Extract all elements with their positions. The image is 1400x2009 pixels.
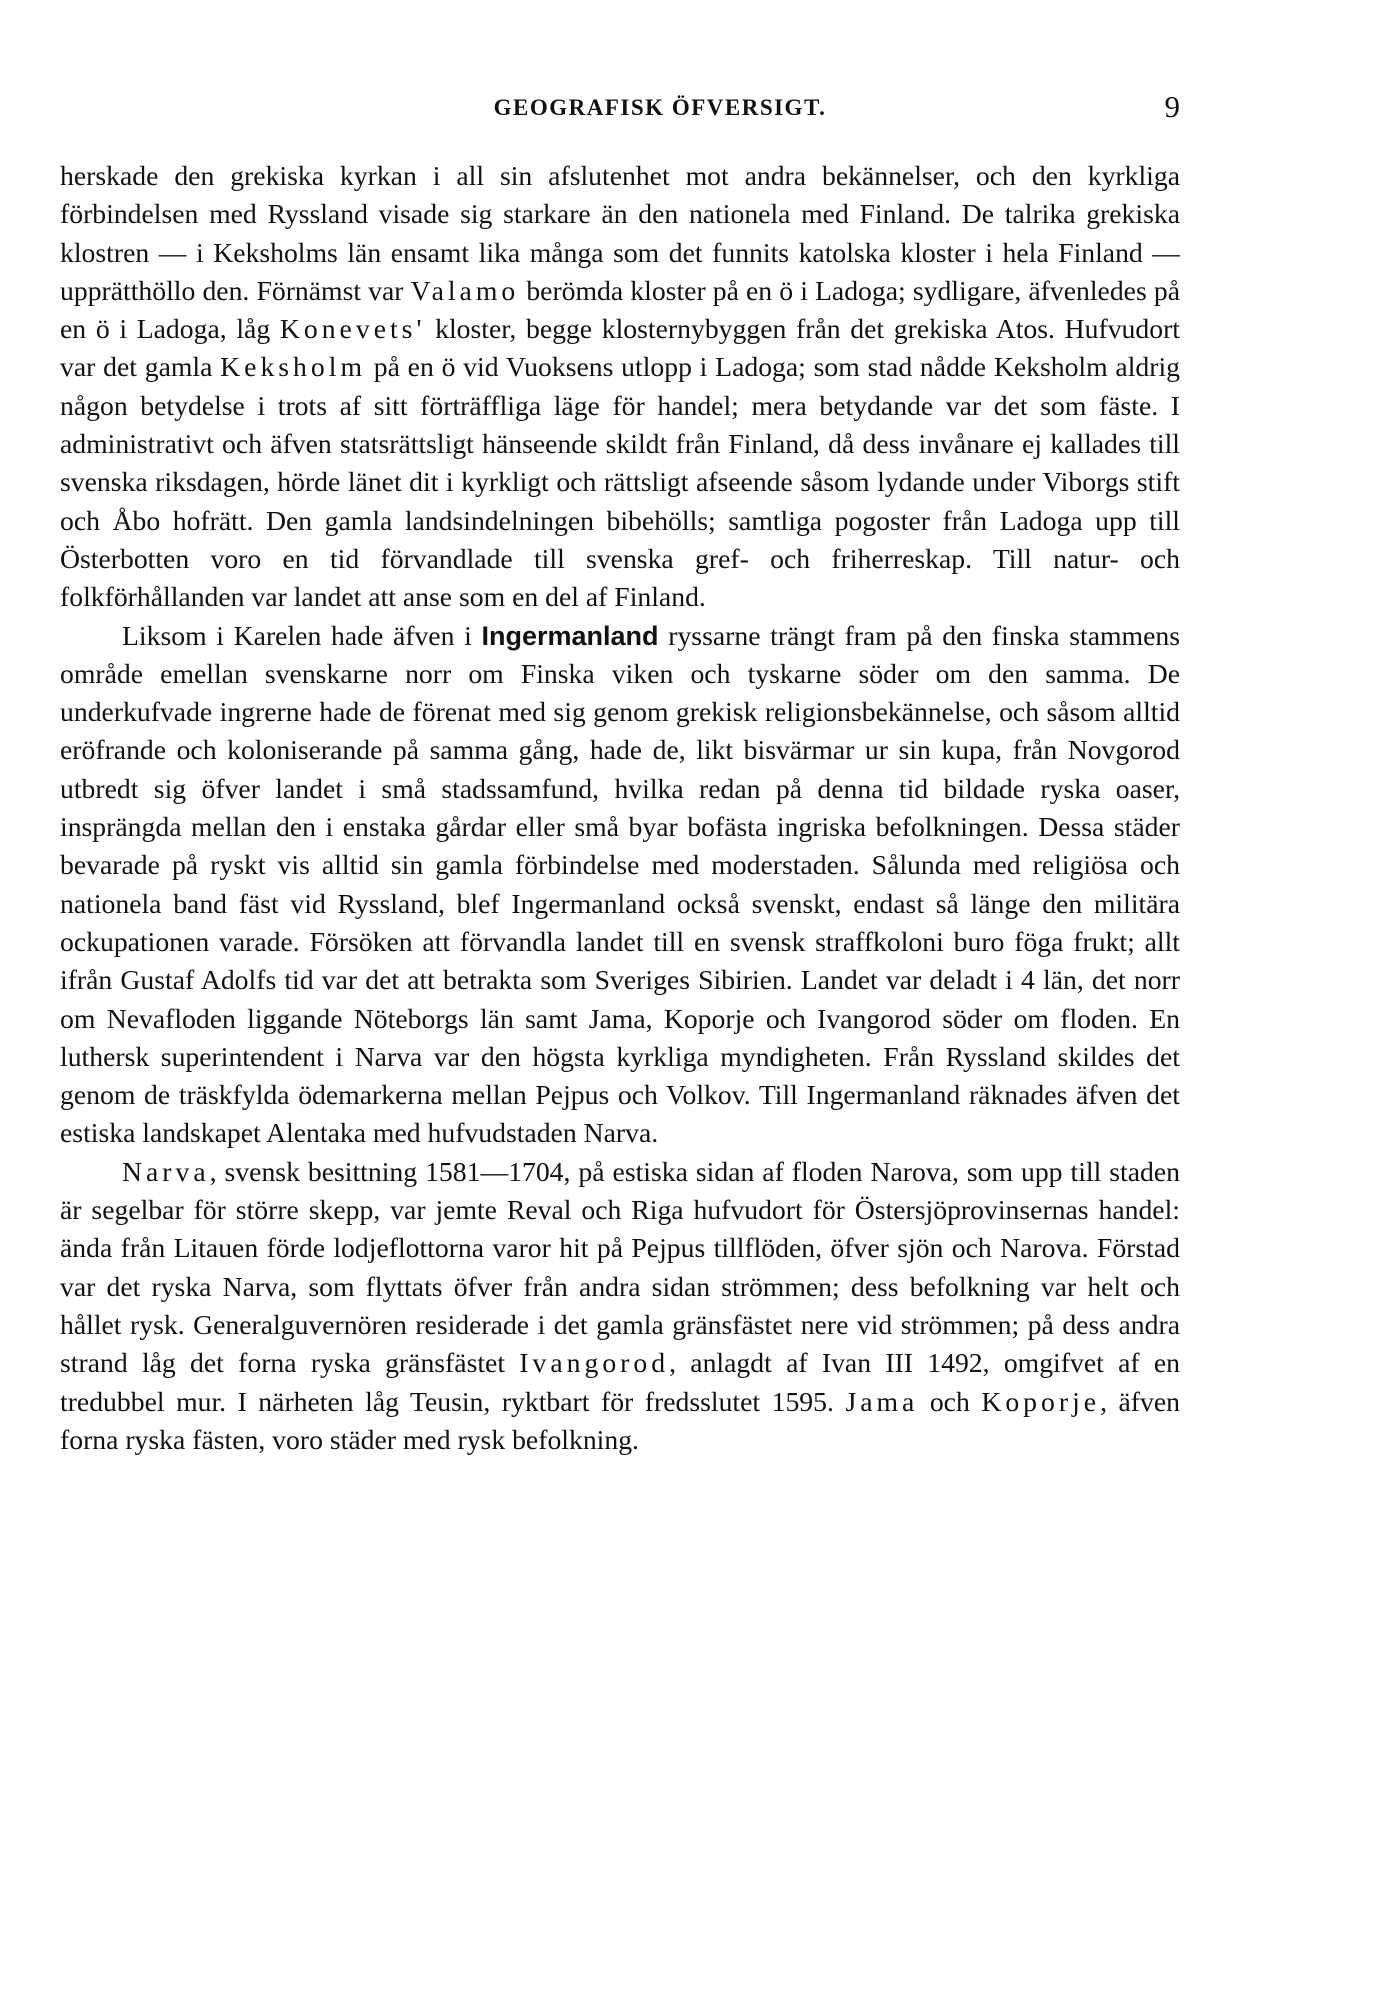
heading-ingermanland: Ingermanland bbox=[481, 620, 659, 651]
page-header bbox=[140, 89, 1180, 135]
text-run: Liksom i Karelen hade äfven i bbox=[122, 619, 482, 651]
paragraph-keksholm bbox=[60, 157, 1180, 617]
emphasis-konevets: Konevets' bbox=[279, 313, 426, 345]
emphasis-keksholm: Keksholm bbox=[220, 351, 366, 383]
emphasis-koporje: Koporje bbox=[981, 1385, 1101, 1417]
emphasis-jama: Jama bbox=[845, 1385, 919, 1417]
book-page bbox=[60, 89, 1180, 1459]
emphasis-valamo: Valamo bbox=[410, 274, 520, 306]
text-run: , anlagdt af Ivan III 1492, omgifvet af en tredubbel mur. I närheten låg Teusin, ryktbart för fredsslutet 1595. bbox=[60, 1347, 1180, 1417]
running-title: GEOGRAFISK ÖFVERSIGT. bbox=[493, 95, 827, 120]
emphasis-narva: Narva bbox=[122, 1155, 210, 1187]
page-number: 9 bbox=[1164, 89, 1180, 124]
text-run: , äfven forna ryska fästen, voro städer med rysk befolkning. bbox=[60, 1385, 1180, 1455]
text-run: berömda kloster på en ö i Ladoga; sydligare, äfvenledes på en ö i Ladoga, låg bbox=[60, 274, 1180, 345]
text-run: på en ö vid Vuoksens utlopp i Ladoga; som stad nådde Keksholm aldrig någon betydelse i trots af sitt förträffliga läge för handel; mera betydande var det som fäste. I administrativt och äfven statsrättsligt hänseende skildt från Finland, då dess invånare ej kallades till svenska riksdagen, hörde länet dit i kyrkligt och rättsligt afseende såsom lydande under Viborgs stift och Åbo hofrätt. Den gamla landsindelningen bibehölls; samtliga pogoster från Ladoga upp till Österbotten voro en tid förvandlade till svenska gref- och friherreskap. Till natur- och folkförhållanden var landet att anse som en del af Finland. bbox=[60, 351, 1180, 613]
paragraph-narva bbox=[60, 1153, 1180, 1459]
emphasis-ivangorod: Ivangorod bbox=[519, 1347, 670, 1379]
text-run: herskade den grekiska kyrkan i all sin afslutenhet mot andra bekännelser, och den kyrkliga förbindelsen med Ryssland visade sig starkare än den nationela med Finland. De talrika grekiska klostren — i Keksholms län ensamt lika många som det funnits katolska kloster i hela Finland — upprätthöllo den. Förnämst var bbox=[60, 160, 1180, 306]
text-run: och bbox=[918, 1385, 982, 1417]
text-run: ryssarne trängt fram på den finska stammens område emellan svenskarne norr om Finska viken och tyskarne söder om den samma. De underkufvade ingrerne hade de förenat med sig genom grekisk religionsbekännelse, och såsom alltid eröfrande och koloniserande på samma gång, hade de, likt bisvärmar ur sin kupa, från Novgorod utbredt sig öfver landet i små stadssamfund, hvilka redan på denna tid bildade ryska oaser, insprängda mellan den i enstaka gårdar eller små byar bofästa ingriska befolkningen. Dessa städer bevarade på ryskt vis alltid sin gamla förbindelse med moderstaden. Sålunda med religiösa och nationela band fäst vid Ryssland, blef Ingermanland också svenskt, endast så länge den militära ockupationen varade. Försöken att förvandla landet till en svensk straffkoloni buro föga frukt; allt ifrån Gustaf Adolfs tid var det att betrakta som Sveriges Sibirien. Landet var deladt i 4 län, det norr om Nevafloden liggande Nöteborgs län samt Jama, Koporje och Ivangorod söder om floden. En luthersk superintendent i Narva var den högsta kyrkliga myndigheten. Från Ryssland skildes det genom de träskfylda ödemarkerna mellan Pejpus och Volkov. Till Ingermanland räknades äfven det estiska landskapet Alentaka med hufvudstaden Narva. bbox=[60, 619, 1180, 1149]
text-run: kloster, begge klosternybyggen från det grekiska Atos. Hufvudort var det gamla bbox=[60, 313, 1180, 383]
text-run: , svensk besittning 1581—1704, på estiska sidan af floden Narova, som upp till staden är segelbar för större skepp, var jemte Reval och Riga hufvudort för Östersjöprovinsernas handel: ända från Litauen förde lodjeflottorna varor hit på Pejpus tillflöden, öfver sjön och Narova. Förstad var det ryska Narva, som flyttats öfver från andra sidan strömmen; dess befolkning var helt och hållet rysk. Generalguvernören residerade i det gamla gränsfästet nere vid strömmen; på dess andra strand låg det forna ryska gränsfästet bbox=[60, 1155, 1180, 1379]
body-text bbox=[60, 157, 1180, 1459]
paragraph-ingermanland bbox=[60, 617, 1180, 1153]
